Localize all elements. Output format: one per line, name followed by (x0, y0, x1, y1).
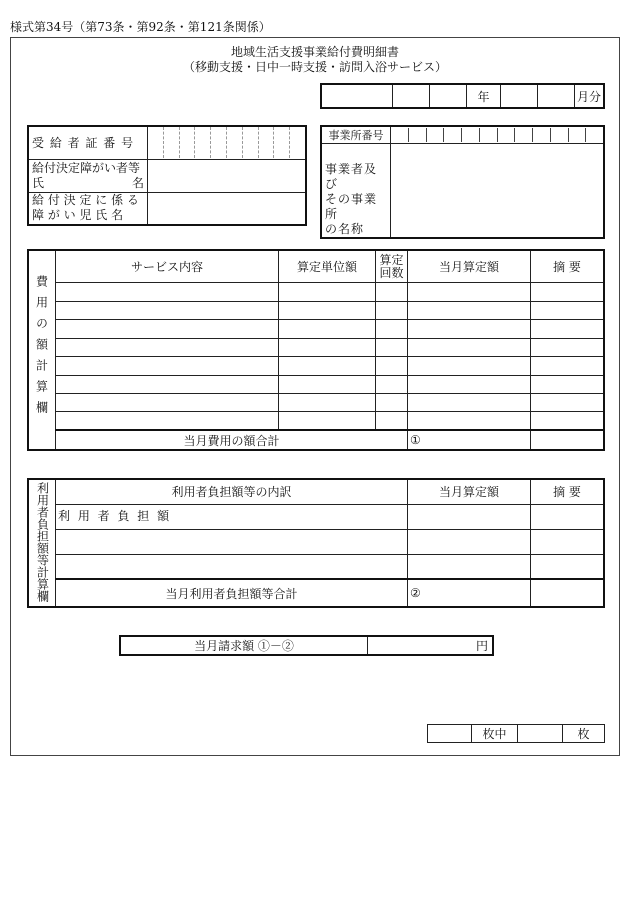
provider-box (320, 125, 605, 239)
cost-row (28, 357, 604, 375)
remarks-cell[interactable] (531, 338, 605, 356)
provider-name-line1: 事業者及び (325, 162, 378, 191)
burden-row1-label: 利 用 者 負 担 額 (56, 504, 408, 529)
unit-amount-cell[interactable] (279, 301, 376, 319)
unit-amount-cell[interactable] (279, 357, 376, 375)
cert-no-field[interactable] (148, 126, 307, 159)
person-label (28, 159, 148, 192)
cost-row (28, 283, 604, 301)
person-name-field[interactable] (148, 159, 307, 192)
remarks-cell[interactable] (531, 283, 605, 301)
count-cell[interactable] (376, 357, 408, 375)
child-name-field[interactable] (148, 192, 307, 225)
unit-amount-cell[interactable] (279, 320, 376, 338)
remarks-cell[interactable] (531, 357, 605, 375)
billing-label: 当月請求額 ①－② (120, 636, 368, 655)
month-amount-cell[interactable] (408, 320, 531, 338)
unit-amount-cell[interactable] (279, 412, 376, 430)
form-subtitle: （移動支援・日中一時支援・訪問入浴サービス） (182, 60, 447, 74)
service-cell[interactable] (56, 320, 279, 338)
provider-name-line2: その事業所 (325, 192, 378, 221)
cost-side-label (28, 250, 56, 450)
cost-total-mark: ① (410, 433, 421, 448)
burden-total-cell (408, 579, 531, 607)
form-title: 地域生活支援事業給付費明細書 (230, 45, 399, 59)
month-digit-2[interactable] (538, 84, 575, 108)
burden-total-remarks[interactable] (531, 579, 605, 607)
office-no-label: 事業所番号 (321, 126, 391, 144)
remarks-cell[interactable] (531, 320, 605, 338)
service-cell[interactable] (56, 394, 279, 412)
service-cell[interactable] (56, 283, 279, 301)
burden-table (27, 478, 605, 608)
burden-item-cell[interactable] (56, 529, 408, 554)
burden-remarks-cell[interactable] (531, 554, 605, 579)
header-service: サービス内容 (56, 250, 279, 283)
burden-row (28, 504, 604, 529)
unit-amount-cell[interactable] (279, 394, 376, 412)
burden-header-month-amount: 当月算定額 (408, 479, 531, 504)
service-cell[interactable] (56, 412, 279, 430)
billing-box (119, 635, 494, 656)
cost-total-cell (408, 430, 531, 450)
burden-amount-cell[interactable] (408, 504, 531, 529)
burden-item-cell[interactable] (56, 554, 408, 579)
form-id: 様式第34号（第73条・第92条・第121条関係） (10, 20, 271, 34)
unit-amount-cell[interactable] (279, 375, 376, 393)
header-month-amount: 当月算定額 (408, 250, 531, 283)
month-amount-cell[interactable] (408, 394, 531, 412)
cost-side-text: 費用の額計算欄 (34, 275, 49, 422)
burden-total-mark: ② (410, 586, 421, 600)
header-remarks: 摘 要 (531, 250, 605, 283)
recipient-box (27, 125, 307, 226)
date-box (320, 83, 605, 109)
unit-amount-cell[interactable] (279, 283, 376, 301)
header-unit-amount: 算定単位額 (279, 250, 376, 283)
count-cell[interactable] (376, 301, 408, 319)
unit-amount-cell[interactable] (279, 338, 376, 356)
page-count-box (427, 724, 605, 743)
burden-side-label (28, 479, 56, 607)
child-label-line1: 給 付 決 定 に 係 る (32, 193, 139, 208)
cert-no-label: 受 給 者 証 番 号 (28, 126, 148, 159)
person-label-line2a: 氏 (32, 175, 45, 190)
remarks-cell[interactable] (531, 301, 605, 319)
remarks-cell[interactable] (531, 375, 605, 393)
page-total-field[interactable] (518, 725, 563, 743)
header-count-line2: 回数 (379, 265, 404, 280)
burden-row (28, 554, 604, 579)
child-label (28, 192, 148, 225)
month-amount-cell[interactable] (408, 283, 531, 301)
child-label-line2: 障 が い 児 氏 名 (32, 208, 124, 223)
billing-amount-cell[interactable] (368, 636, 494, 655)
header-count-line1: 算定 (379, 252, 404, 267)
cost-row (28, 320, 604, 338)
remarks-cell[interactable] (531, 412, 605, 430)
burden-header-remarks: 摘 要 (531, 479, 605, 504)
person-label-line2b: 名 (131, 175, 144, 190)
office-no-field[interactable] (391, 126, 605, 144)
service-cell[interactable] (56, 301, 279, 319)
burden-remarks-cell[interactable] (531, 529, 605, 554)
burden-amount-cell[interactable] (408, 554, 531, 579)
cost-total-remarks[interactable] (531, 430, 605, 450)
burden-amount-cell[interactable] (408, 529, 531, 554)
count-cell[interactable] (376, 394, 408, 412)
service-cell[interactable] (56, 338, 279, 356)
month-amount-cell[interactable] (408, 301, 531, 319)
date-era-cell[interactable] (321, 84, 393, 108)
year-digit-1[interactable] (393, 84, 430, 108)
burden-total-row (28, 579, 604, 607)
cost-row (28, 338, 604, 356)
burden-header-breakdown: 利用者負担額等の内訳 (56, 479, 408, 504)
cost-row (28, 412, 604, 430)
provider-name-label (321, 144, 391, 239)
cost-row (28, 375, 604, 393)
year-digit-2[interactable] (430, 84, 467, 108)
cost-row (28, 301, 604, 319)
month-amount-cell[interactable] (408, 412, 531, 430)
page-sheets-label: 枚 (563, 725, 605, 743)
count-cell[interactable] (376, 375, 408, 393)
burden-remarks-cell[interactable] (531, 504, 605, 529)
cost-total-row (28, 430, 604, 450)
cost-table (27, 249, 605, 451)
burden-side-text: 利用者負担額等計算欄 (35, 481, 50, 602)
month-digit-1[interactable] (501, 84, 538, 108)
page-of-label: 枚中 (472, 725, 518, 743)
provider-name-line3: の名称 (325, 222, 365, 236)
page-no-field[interactable] (428, 725, 472, 743)
cost-row (28, 394, 604, 412)
billing-unit: 円 (475, 639, 488, 653)
year-label: 年 (467, 84, 501, 108)
remarks-cell[interactable] (531, 394, 605, 412)
cost-total-label: 当月費用の額合計 (56, 430, 408, 450)
month-amount-cell[interactable] (408, 375, 531, 393)
count-cell[interactable] (376, 338, 408, 356)
month-label: 月分 (575, 84, 605, 108)
count-cell[interactable] (376, 320, 408, 338)
provider-name-field[interactable] (391, 144, 605, 239)
service-cell[interactable] (56, 357, 279, 375)
person-label-line1: 給付決定障がい者等 (32, 160, 141, 175)
count-cell[interactable] (376, 283, 408, 301)
service-cell[interactable] (56, 375, 279, 393)
burden-row (28, 529, 604, 554)
burden-total-label: 当月利用者負担額等合計 (56, 579, 408, 607)
month-amount-cell[interactable] (408, 338, 531, 356)
count-cell[interactable] (376, 412, 408, 430)
month-amount-cell[interactable] (408, 357, 531, 375)
header-count (376, 250, 408, 283)
